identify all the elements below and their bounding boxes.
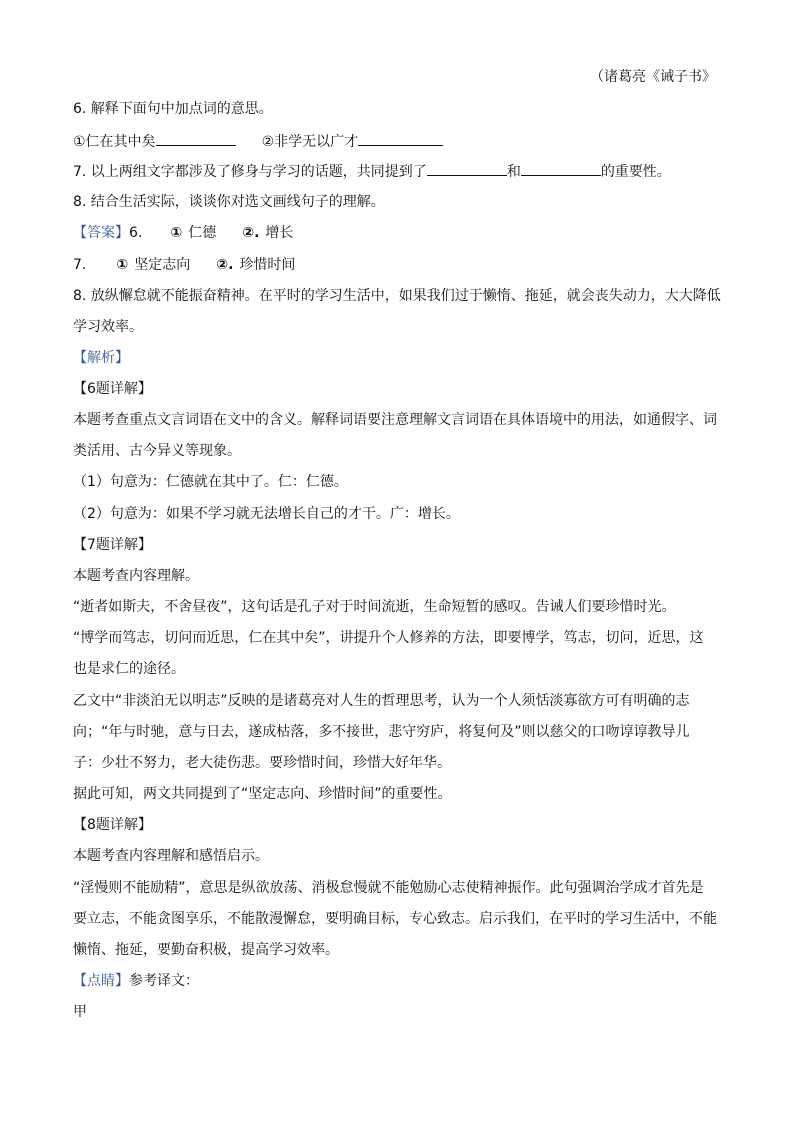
answer-q7-a2: 珍惜时间 [239,257,296,273]
answer-q7-a1: 坚定志向 [134,257,191,273]
q8-detail-line-4: 懒惰、拖延，要勤奋积极，提高学习效率。 [73,942,339,958]
q6-detail-line-3: （1）句意为：仁德就在其中了。仁：仁德。 [73,474,348,490]
q6-detail-line-1: 本题考查重点文言词语在文中的含义。解释词语要注意理解文言词语在具体语境中的用法，如通假字、词 [73,412,717,428]
source-citation: （诸葛亮《诫子书》 [590,69,716,85]
answer-q7-mark-2: ②. [216,257,234,273]
q7-detail-line-7: 子：少壮不努力，老大徒伤悲。要珍惜时间，珍惜大好年华。 [73,755,451,771]
q6-detail-title: 【6题详解】 [73,381,152,397]
q6-item-2: ②非学无以广才 [261,134,359,150]
notes-text: 参考译文： [129,973,199,989]
answer-q8-line-1: 8. 放纵懈怠就不能振奋精神。在平时的学习生活中，如果我们过于懒惰、拖延，就会丧失动力，大大降低 [73,288,721,304]
analysis-label: 【解析】 [73,350,129,366]
q7-detail-line-3: “博学而笃志，切问而近思，仁在其中矣”，讲提升个人修养的方法，即要博学，笃志，切问，近思，这 [73,630,704,646]
q6-detail-line-4: （2）句意为：如果不学习就无法增长自己的才干。广：增长。 [73,506,460,522]
q6-item-1: ①仁在其中矣 [73,134,156,150]
q8-detail-line-2: “淫慢则不能励精”，意思是纵欲放荡、消极怠慢就不能勉励心志使精神振作。此句强调治学成才首先是 [73,880,704,896]
q7-detail-line-5: 乙文中“非淡泊无以明志”反映的是诸葛亮对人生的哲理思考，认为一个人须恬淡寡欲方可有明确的志 [73,693,690,709]
q7-text-2: 和 [506,164,521,180]
answer-q6-a1: 仁德 [188,225,217,241]
question-7 [73,161,723,182]
notes-label: 【点睛】 [73,973,129,989]
q7-detail-line-2: “逝者如斯夫，不舍昼夜”，这句话是孔子对于时间流逝，生命短暂的感叹。告诫人们要珍惜时光。 [73,599,676,615]
answer-q6 [73,223,723,243]
q7-text-1: 7. 以上两组文字都涉及了修身与学习的话题，共同提到了 [73,164,427,180]
question-6-items [73,131,723,152]
answer-q7-mark-1: ① [116,257,129,273]
q7-detail-line-8: 据此可知，两文共同提到了“坚定志向、珍惜时间”的重要性。 [73,786,452,802]
question-6: 6. 解释下面句中加点词的意思。 [73,101,273,117]
q7-detail-line-4: 也是求仁的途径。 [73,661,185,677]
q7-blank-1 [427,161,507,176]
q7-blank-2 [521,161,601,176]
notes-line [73,971,723,991]
answer-q6-a2: 增长 [265,225,294,241]
question-8: 8. 结合生活实际，谈谈你对选文画线句子的理解。 [73,194,385,210]
answer-q6-mark-1: ① [170,225,183,241]
answer-q6-mark-2: ②. [242,225,260,241]
q6-blank-1 [156,131,236,146]
q7-text-3: 的重要性。 [600,164,671,180]
answer-q7 [73,255,723,275]
q7-detail-line-1: 本题考查内容理解。 [73,568,199,584]
q7-detail-title: 【7题详解】 [73,537,152,553]
q6-detail-line-2: 类活用、古今异义等现象。 [73,443,241,459]
answer-q8-line-2: 学习效率。 [73,319,143,335]
q8-detail-line-3: 要立志，不能贪图享乐，不能散漫懈怠，要明确目标，专心致志。启示我们，在平时的学习生活中，不能 [73,911,717,927]
q8-detail-line-1: 本题考查内容理解和感悟启示。 [73,848,269,864]
answer-q7-num: 7. [73,257,87,273]
q8-detail-title: 【8题详解】 [73,817,152,833]
q6-blank-2 [358,131,443,146]
translation-jia: 甲 [73,1004,87,1020]
answer-q6-num: 6. [129,225,143,241]
q7-detail-line-6: 向；“年与时驰，意与日去，遂成枯落，多不接世，悲守穷庐，将复何及”则以慈父的口吻谆谆教导儿 [73,724,690,740]
answer-label: 【答案】 [73,225,129,241]
